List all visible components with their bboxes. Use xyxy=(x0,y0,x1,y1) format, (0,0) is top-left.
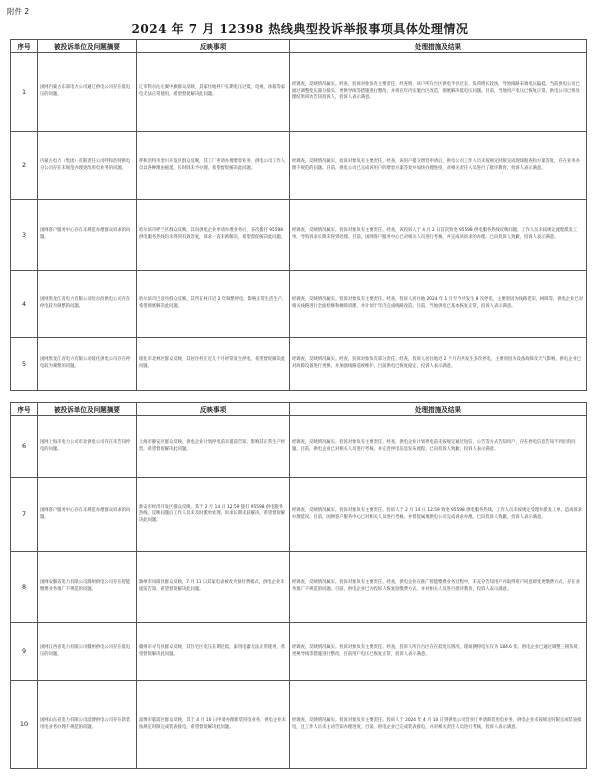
table-header-row xyxy=(11,403,587,416)
complaint-table-part-2 xyxy=(10,402,587,769)
row-number: 2 xyxy=(11,132,38,200)
table-row xyxy=(11,200,587,271)
row-number: 9 xyxy=(11,623,38,681)
header-unit: 被投诉单位及问题摘要 xyxy=(38,40,137,53)
table-row xyxy=(11,132,587,200)
row-issue: 上海市静安区群众反映，供电企业计划停电前未提前告知，影响其正常生产经营，希望督促解决此问题。 xyxy=(137,416,290,478)
table-row xyxy=(11,478,587,552)
row-unit: 国网内蒙古东部电力公司通辽供电公司存在低电压的问题。 xyxy=(38,53,137,132)
row-issue: 淄博市临淄区群众反映，其于 4 月 10 日申请办理新装用电业务，供电企业未按规定时限完成装表接电，希望督促解决此问题。 xyxy=(137,681,290,769)
header-no: 序号 xyxy=(11,40,38,53)
complaint-table-part-1 xyxy=(10,39,587,391)
table-header-row xyxy=(11,40,587,53)
row-result: 经调查，反映情况属实。投诉对象负有主要责任。投诉人于 2024 年 4 月 10 日到供电公司营业厅申请新装用电业务，供电企业未按规定时限完成装表接电，且工作人员未主动告知办理进度。目前，供电企业已完成装表接电，并对相关责任人员进行考核，投诉人表示满意。 xyxy=(290,681,587,769)
row-result: 经调查，反映情况属实。投诉对象负有主要责任。经查，该用户提交增容申请后，供电公司工作人员未按规定时限完成现场勘查和方案答复，存在业务办理不规范的问题。目前，供电公司已完成该用户的增容方案答复并加快办理进度，对相关责任人员进行了批评教育，投诉人表示满意。 xyxy=(290,132,587,200)
row-unit: 国网江西省电力有限公司赣州供电公司存在低电压的问题。 xyxy=(38,623,137,681)
table-row xyxy=(11,416,587,478)
table-row xyxy=(11,338,587,391)
row-unit: 内蒙古电力（集团）有限责任公司呼和浩特供电分公司存在未规范办理更改用电业务的问题。 xyxy=(38,132,137,200)
row-result: 经调查，反映情况属实。投诉对象负有主要责任。投诉人于 2 月 14 日 12:59 致电 95598 供电服务热线，工作人员未按规定受理并派发工单，造成诉求办理延误。目前，国网客户服务中心已对相关人员进行考核，并督促属地供电公司完成诉求办理。已向投诉人致歉，投诉人表示满意。 xyxy=(290,478,587,552)
row-number: 10 xyxy=(11,681,38,769)
header-unit: 被投诉单位及问题摘要 xyxy=(38,403,137,416)
row-number: 8 xyxy=(11,552,38,623)
row-unit: 国网安徽省电力有限公司滁州供电公司存在智能缴费业务推广不规范的问题。 xyxy=(38,552,137,623)
row-unit: 国网客户服务中心存在未规范办理群众诉求的问题。 xyxy=(38,200,137,271)
row-unit: 国网山东省电力有限公司淄博供电公司存在新装用电业务办理不规范的问题。 xyxy=(38,681,137,769)
row-issue: 淮安市经济开发区群众反映，其于 2 月 14 日 12:59 拨打 95598 供电服务热线，反映问题后工作人员未及时派单处理，诉求长期未获解决，希望督促解决此问题。 xyxy=(137,478,290,552)
row-issue: 辽市科尔沁左翼中旗群众反映，其家住地村户长期电压过低，电视、冰箱等家电无法正常使用，希望督促解决此问题。 xyxy=(137,53,290,132)
row-number: 7 xyxy=(11,478,38,552)
header-result: 处理措施及结果 xyxy=(290,403,587,416)
row-number: 3 xyxy=(11,200,38,271)
row-issue: 哈尔滨市巴彦县群众反映，其所在村庄近 2 年频繁停电，影响正常生活生产，希望彻底解决此问题。 xyxy=(137,271,290,338)
row-result: 经调查，反映情况属实。经查，投诉对象负有主要责任。经查明，该户所在台区供电半径过长、负荷增长较快，导致线路末端电压偏低。当前供电公司已通过调整变压器分接头、更换导线等措施进行整改，并将在年内实施台区改造，彻底解决低电压问题。目前，当地用户电压已恢复正常。供电公司已将处理结果回访告知投诉人，投诉人表示满意。 xyxy=(290,53,587,132)
row-unit: 国网黑龙江省电力有限公司绥化供电公司存在停电较为频繁的问题。 xyxy=(38,338,137,391)
table-row xyxy=(11,271,587,338)
row-issue: 哈尔滨市呼兰区群众反映，其向供电企业申请办理业务后，多次拨打 95598 供电服务热线均未得到有效答复，诉求一直未被解决，希望督促解决此问题。 xyxy=(137,200,290,271)
row-issue: 赣州市寻乌县群众反映，其住宅区电压长期过低，家用电器无法正常使用，希望督促解决此问题。 xyxy=(137,623,290,681)
table-row xyxy=(11,681,587,769)
table-row xyxy=(11,623,587,681)
row-result: 经调查，反映情况属实。投诉对象负有主要责任。经查，投诉人居住地 2024 年 1 月至今共发生 8 次停电，主要原因为线路老旧、树障等。供电企业已对相关线路进行全面检修和树障清理，并计划于年内完成线路改造。目前，当地供电已基本恢复正常，投诉人表示满意。 xyxy=(290,271,587,338)
row-issue: 绥化市北林区群众反映，其居住村庄近几个月经常发生停电，希望督促解决此问题。 xyxy=(137,338,290,391)
row-result: 经调查，反映情况属实。投诉对象负有主要责任。经查，该投诉人于 4 月 2 日首次致电 95598 供电服务热线反映问题，工作人员未按规定流程派发工单，导致诉求长期未得到处理。目前，国网客户服务中心已对相关人员进行考核，并完成该诉求的办理。已向投诉人致歉，投诉人表示满意。 xyxy=(290,200,587,271)
page-title: 2024 年 7 月 12398 热线典型投诉举报事项具体处理情况 xyxy=(131,22,469,36)
row-number: 5 xyxy=(11,338,38,391)
header-issue: 反映事项 xyxy=(137,40,290,53)
header-result: 处理措施及结果 xyxy=(290,40,587,53)
row-result: 经调查，反映情况属实。投诉对象负有主要责任。经查，供电企业在推广智能缴费业务过程中，未充分告知用户并取得用户同意即变更缴费方式，存在业务推广不规范的问题。目前，供电企业已为投诉人恢复原缴费方式，并对相关人员进行批评教育，投诉人表示满意。 xyxy=(290,552,587,623)
row-number: 4 xyxy=(11,271,38,338)
row-issue: 呼和浩特市金川开发区群众反映，其工厂申请办理增容业务，供电公司工作人员以各种理由拖延，长时间未予办理，希望督促解决此问题。 xyxy=(137,132,290,200)
header-no: 序号 xyxy=(11,403,38,416)
row-number: 6 xyxy=(11,416,38,478)
row-result: 经调查，反映情况属实。经查，投诉对象负有部分责任。经查，投诉人居住地近 2 个月内共发生多次停电，主要原因为设备故障及天气影响。供电企业已对故障设备进行更换，并加强线路巡视维护，目前供电已恢复稳定，投诉人表示满意。 xyxy=(290,338,587,391)
row-issue: 滁州市凤阳县群众反映，7 月 11 日其家电表被改为预付费模式，供电企业未提前告知，希望督促解决此问题。 xyxy=(137,552,290,623)
table-row xyxy=(11,552,587,623)
table-row xyxy=(11,53,587,132)
row-number: 1 xyxy=(11,53,38,132)
row-result: 经调查，反映情况属实。投诉对象负有主要责任。经查，投诉人所在台区存在低电压情况，现场测得电压仅为 184.6 伏。供电企业已通过调整三相负荷、更换导线等措施进行整改，目前用户电压已恢复正常，投诉人表示满意。 xyxy=(290,623,587,681)
header-issue: 反映事项 xyxy=(137,403,290,416)
row-unit: 国网客户服务中心存在未规范办理群众诉求的问题。 xyxy=(38,478,137,552)
attachment-label: 附件 2 xyxy=(7,7,30,16)
row-unit: 国网上海市电力公司市北供电公司存在未告知停电的问题。 xyxy=(38,416,137,478)
row-unit: 国网黑龙江省电力有限公司哈尔滨供电公司存在停电较为频繁的问题。 xyxy=(38,271,137,338)
row-result: 经调查，反映情况属实。投诉对象负有主要责任。经查，供电企业计划停电前未按规定通过短信、公告等方式告知用户，存在停电信息告知不到位的问题。目前，供电企业已对相关人员进行考核，并完善停电信息发布流程。已向投诉人致歉，投诉人表示满意。 xyxy=(290,416,587,478)
